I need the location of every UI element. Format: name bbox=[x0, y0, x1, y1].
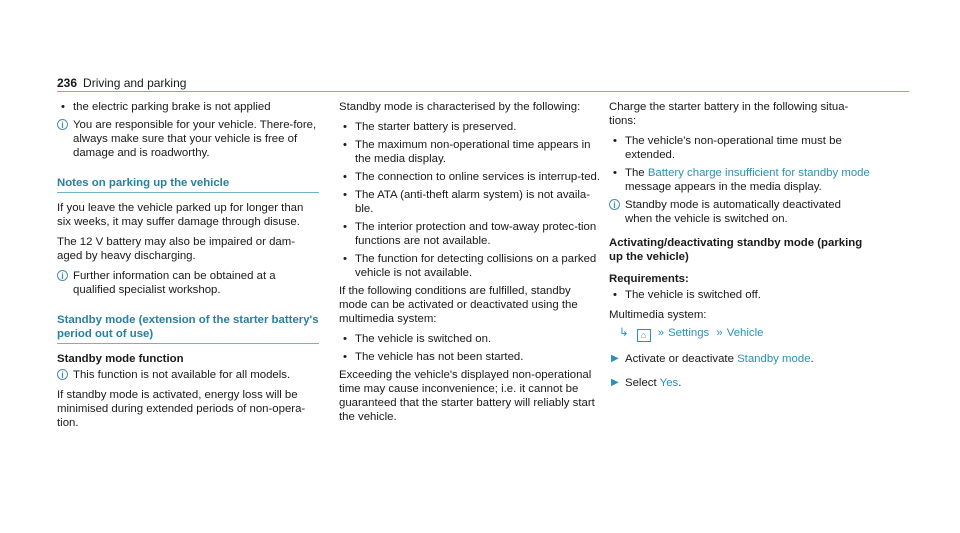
list-item: • The vehicle is switched on. bbox=[343, 333, 492, 345]
list-item: • The vehicle's non-operational time must be extended. bbox=[613, 135, 842, 161]
info-icon: i bbox=[57, 369, 68, 380]
list-item: • the electric parking brake is not applied bbox=[61, 101, 271, 113]
display-message-text: Battery charge insufficient for standby mode bbox=[647, 167, 870, 179]
step-item: ▶ Select Yes. bbox=[611, 377, 682, 389]
list-item: • The vehicle is switched off. bbox=[613, 289, 761, 301]
column-2 bbox=[339, 100, 601, 430]
multimedia-label: Multimedia system: bbox=[609, 309, 707, 321]
list-item: • The ATA (anti-theft alarm system) is not availa-ble. bbox=[343, 189, 591, 215]
list-item: • The interior protection and tow-away protec-tion functions are not available. bbox=[343, 221, 597, 247]
list-item: • The Battery charge insufficient for standby mode message appears in the media display. bbox=[613, 167, 870, 193]
header-divider bbox=[57, 91, 909, 92]
list-item: • The connection to online services is interrup-ted. bbox=[343, 171, 601, 183]
subheading-standby-function: Standby mode function bbox=[57, 353, 184, 365]
standby-mode-option: Standby mode bbox=[737, 353, 811, 365]
paragraph: The 12 V battery may also be impaired or dam-aged by heavy discharging. bbox=[57, 236, 296, 262]
info-note: i This function is not available for all models. bbox=[57, 368, 319, 382]
paragraph: If you leave the vehicle parked up for longer than six weeks, it may suffer damage through disuse. bbox=[57, 202, 304, 228]
section-heading-standby-mode: Standby mode (extension of the starter battery's period out of use) bbox=[57, 313, 319, 344]
column-1 bbox=[57, 100, 319, 436]
arrow-icon: ↳ bbox=[619, 327, 629, 339]
info-note: i You are responsible for your vehicle. There-fore, always make sure that your vehicle is free of damage and is roadworthy. bbox=[57, 118, 319, 160]
chevron-icon: » bbox=[716, 327, 723, 339]
step-triangle-icon: ▶ bbox=[611, 353, 619, 364]
requirements-label: Requirements: bbox=[609, 273, 689, 285]
heading-activate-standby: Activating/deactivating standby mode (parking up the vehicle) bbox=[609, 237, 863, 263]
step-triangle-icon: ▶ bbox=[611, 377, 619, 388]
list-item: • The vehicle has not been started. bbox=[343, 351, 524, 363]
paragraph: Exceeding the vehicle's displayed non-operational time may cause inconvenience; i.e. it cannot be guaranteed that the starter battery will reliably start the vehicle. bbox=[339, 369, 595, 423]
path-vehicle: Vehicle bbox=[726, 327, 764, 339]
list-item: • The function for detecting collisions on a parked vehicle is not available. bbox=[343, 253, 597, 279]
info-note: i Further information can be obtained at a qualified specialist workshop. bbox=[57, 269, 319, 297]
info-icon: i bbox=[57, 270, 68, 281]
section-heading-notes-parking: Notes on parking up the vehicle bbox=[57, 176, 319, 193]
paragraph: If standby mode is activated, energy loss will be minimised during extended periods of non-opera-tion. bbox=[57, 389, 306, 429]
list-item: • The starter battery is preserved. bbox=[343, 121, 517, 133]
info-note: i Standby mode is automatically deactivated when the vehicle is switched on. bbox=[609, 198, 871, 226]
info-icon: i bbox=[609, 199, 620, 210]
page-number: 236 bbox=[57, 76, 78, 90]
paragraph: If the following conditions are fulfilled, standby mode can be activated or deactivated using the multimedia system: bbox=[339, 285, 578, 325]
step-item: ▶ Activate or deactivate Standby mode. bbox=[611, 353, 814, 365]
path-settings: Settings bbox=[668, 327, 710, 339]
menu-path bbox=[619, 326, 871, 342]
info-icon: i bbox=[57, 119, 68, 130]
paragraph: Standby mode is characterised by the following: bbox=[339, 101, 581, 113]
list-item: • The maximum non-operational time appears in the media display. bbox=[343, 139, 591, 165]
paragraph: Charge the starter battery in the following situa-tions: bbox=[609, 101, 849, 127]
column-3 bbox=[609, 100, 871, 400]
home-icon: ⌂ bbox=[637, 329, 651, 342]
section-title: Driving and parking bbox=[83, 76, 187, 90]
yes-option: Yes bbox=[659, 377, 679, 389]
chevron-icon: » bbox=[657, 327, 665, 339]
